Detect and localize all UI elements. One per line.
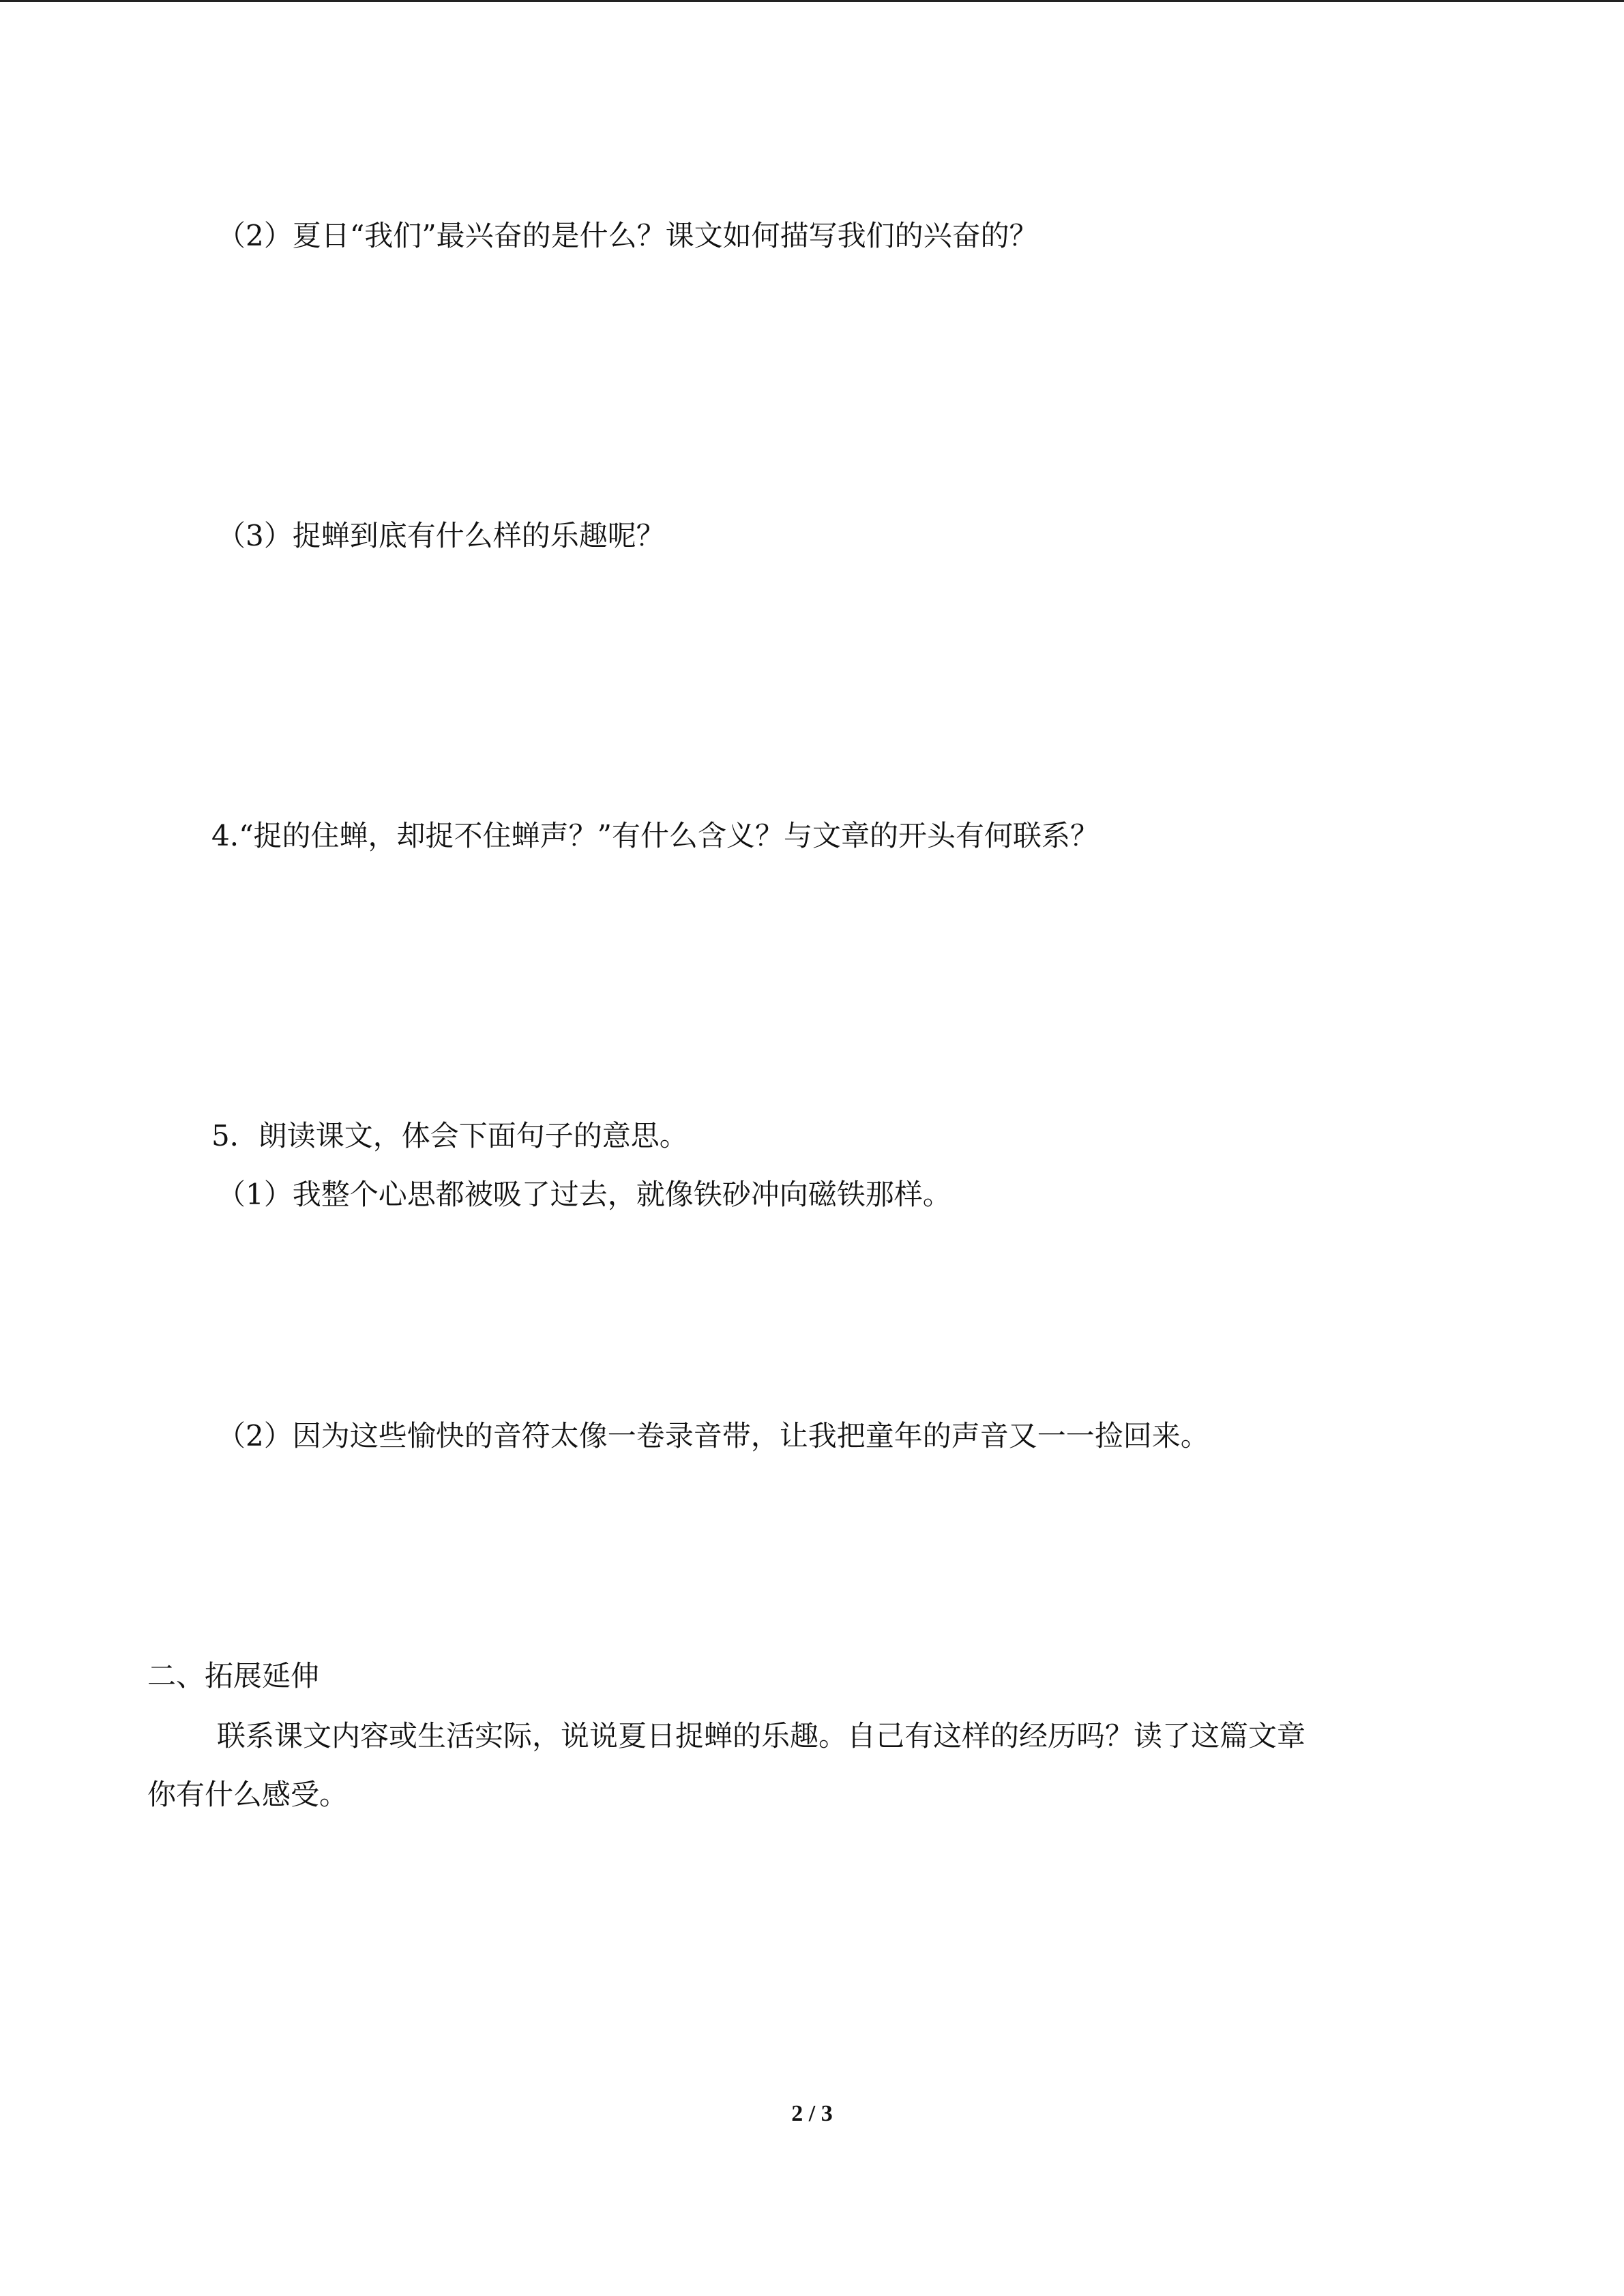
top-border-rule [0,0,1624,2]
section-body-line-1: 联系课文内容或生活实际，说说夏日捉蝉的乐趣。自己有这样的经历吗？读了这篇文章 [217,1719,1306,1753]
section-heading-extension: 二、拓展延伸 [147,1659,320,1693]
question-5-1: （1）我整个心思都被吸了过去，就像铁砂冲向磁铁那样。 [217,1178,951,1211]
question-5: 5．朗读课文，体会下面句子的意思。 [211,1119,688,1152]
question-3-2: （2）夏日“我们”最兴奋的是什么？课文如何描写我们的兴奋的？ [217,219,1038,252]
page-number: 2 / 3 [791,2101,833,2126]
question-3-3: （3）捉蝉到底有什么样的乐趣呢？ [217,519,665,552]
section-body-line-2: 你有什么感受。 [147,1778,349,1811]
question-4: 4.“捉的住蝉，却捉不住蝉声？”有什么含义？与文章的开头有何联系？ [211,819,1099,852]
question-5-2: （2）因为这些愉快的音符太像一卷录音带，让我把童年的声音又一一捡回来。 [217,1419,1209,1452]
